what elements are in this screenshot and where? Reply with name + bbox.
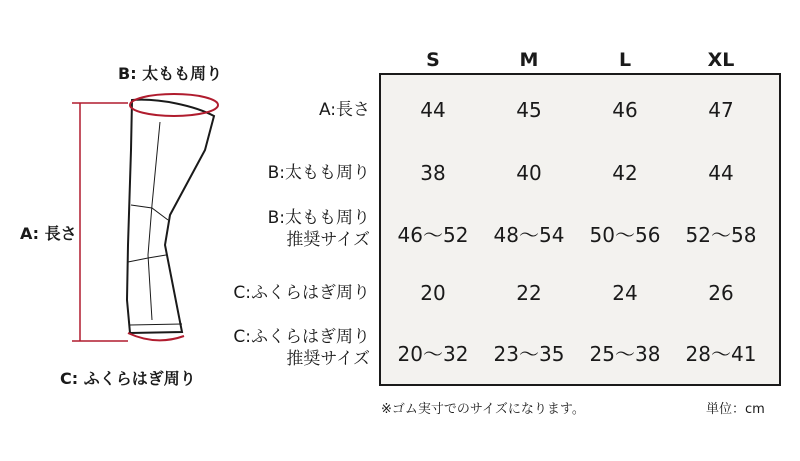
row-label-length: A:長さ <box>318 100 370 120</box>
size-header-l: L <box>618 49 632 71</box>
table-cell: 52〜58 <box>685 223 757 247</box>
table-cell: 28〜41 <box>685 342 757 366</box>
table-cell: 38 <box>420 161 446 185</box>
table-cell: 40 <box>516 161 542 185</box>
calf-circumference-arc <box>128 333 184 340</box>
unit-label: 単位：cm <box>706 402 765 417</box>
table-cell: 24 <box>612 281 638 305</box>
table-cell: 44 <box>708 161 734 185</box>
row-label-thigh-recommended: B:太もも周り 推奨サイズ <box>267 208 370 250</box>
table-cell: 20 <box>420 281 446 305</box>
table-cell: 20〜32 <box>397 342 469 366</box>
table-cell: 46 <box>612 98 638 122</box>
size-header-m: M <box>519 49 539 71</box>
length-dimension-line <box>72 103 128 341</box>
size-header-xl: XL <box>707 49 735 71</box>
table-cell: 45 <box>516 98 542 122</box>
table-cell: 48〜54 <box>493 223 565 247</box>
row-label-calf-recommended: C:ふくらはぎ周り 推奨サイズ <box>233 327 370 369</box>
table-cell: 26 <box>708 281 734 305</box>
footnote: ※ゴム実寸でのサイズになります。 <box>381 402 585 417</box>
table-cell: 42 <box>612 161 638 185</box>
table-cell: 44 <box>420 98 446 122</box>
thigh-label: B: 太もも周り <box>118 64 223 83</box>
size-header-s: S <box>426 49 440 71</box>
row-label-calf: C:ふくらはぎ周り <box>233 283 370 303</box>
table-cell: 22 <box>516 281 542 305</box>
table-cell: 50〜56 <box>589 223 661 247</box>
table-cell: 25〜38 <box>589 342 661 366</box>
table-cell: 47 <box>708 98 734 122</box>
length-label: A: 長さ <box>20 224 77 243</box>
calf-label: C: ふくらはぎ周り <box>60 369 196 388</box>
table-cell: 23〜35 <box>493 342 565 366</box>
leg-sleeve-shape <box>127 100 214 333</box>
table-cell: 46〜52 <box>397 223 469 247</box>
row-label-thigh: B:太もも周り <box>267 163 370 183</box>
